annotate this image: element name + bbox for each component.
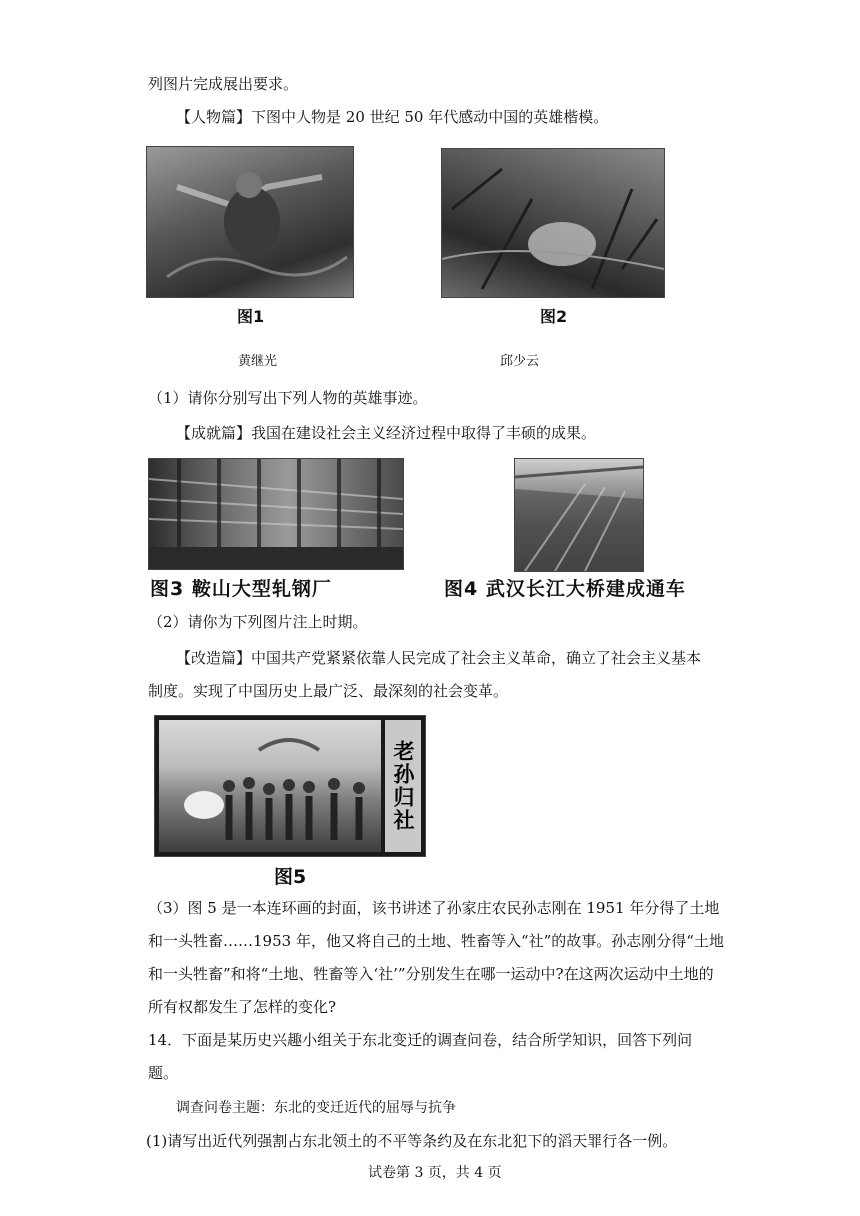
figure-5-title: 老孙归社 bbox=[391, 740, 415, 832]
figure-1-photo bbox=[146, 146, 354, 298]
figure-2-illustration bbox=[442, 149, 664, 297]
figure-5-illustration bbox=[159, 720, 381, 852]
question-14-sub1: (1)请写出近代列强割占东北领土的不平等条约及在东北犯下的滔天罪行各一例。 bbox=[146, 1132, 678, 1150]
question-3-line2: 和一头牲畜……1953 年，他又将自己的土地、牲畜等入“社”的故事。孙志刚分得“土地 bbox=[148, 932, 724, 950]
intro-line: 列图片完成展出要求。 bbox=[148, 75, 299, 93]
figure-5-caption: 图5 bbox=[274, 866, 307, 888]
section-reform-text-line1: 【改造篇】中国共产党紧紧依靠人民完成了社会主义革命，确立了社会主义基本 bbox=[176, 649, 702, 667]
figure-1-name: 黄继光 bbox=[238, 354, 278, 369]
page-footer: 试卷第 3 页，共 4 页 bbox=[368, 1165, 502, 1181]
survey-topic: 调查问卷主题：东北的变迁近代的屈辱与抗争 bbox=[176, 1100, 456, 1116]
question-3-line1: （3）图 5 是一本连环画的封面，该书讲述了孙家庄农民孙志刚在 1951 年分得了土地 bbox=[148, 899, 720, 917]
question-2: （2）请你为下列图片注上时期。 bbox=[148, 613, 368, 631]
figure-4-caption: 图4 武汉长江大桥建成通车 bbox=[444, 578, 686, 600]
figure-5-title-panel bbox=[385, 720, 421, 852]
figure-4-illustration bbox=[515, 459, 643, 571]
figure-3-illustration bbox=[149, 459, 403, 569]
question-1: （1）请你分别写出下列人物的英雄事迹。 bbox=[148, 389, 428, 407]
figure-2-caption: 图2 bbox=[540, 307, 568, 326]
question-3-line4: 所有权都发生了怎样的变化? bbox=[148, 998, 337, 1016]
figure-5-cover bbox=[154, 715, 426, 857]
question-14-line1: 14．下面是某历史兴趣小组关于东北变迁的调查问卷，结合所学知识，回答下列问 bbox=[148, 1031, 693, 1049]
section-achievement-text: 【成就篇】我国在建设社会主义经济过程中取得了丰硕的成果。 bbox=[176, 424, 597, 442]
section-reform-text-line2: 制度。实现了中国历史上最广泛、最深刻的社会变革。 bbox=[148, 682, 509, 700]
figure-4-photo bbox=[514, 458, 644, 572]
figure-1-illustration bbox=[147, 147, 353, 297]
figure-2-photo bbox=[441, 148, 665, 298]
question-14-line2: 题。 bbox=[148, 1064, 179, 1082]
section-people-text: 【人物篇】下图中人物是 20 世纪 50 年代感动中国的英雄楷模。 bbox=[176, 108, 609, 126]
figure-3-photo bbox=[148, 458, 404, 570]
question-3-line3: 和一头牲畜”和将“土地、牲畜等入‘社’”分别发生在哪一运动中?在这两次运动中土地的 bbox=[148, 965, 714, 983]
figure-2-name: 邱少云 bbox=[500, 354, 540, 369]
figure-3-caption: 图3 鞍山大型轧钢厂 bbox=[150, 578, 332, 600]
figure-1-caption: 图1 bbox=[237, 307, 265, 326]
